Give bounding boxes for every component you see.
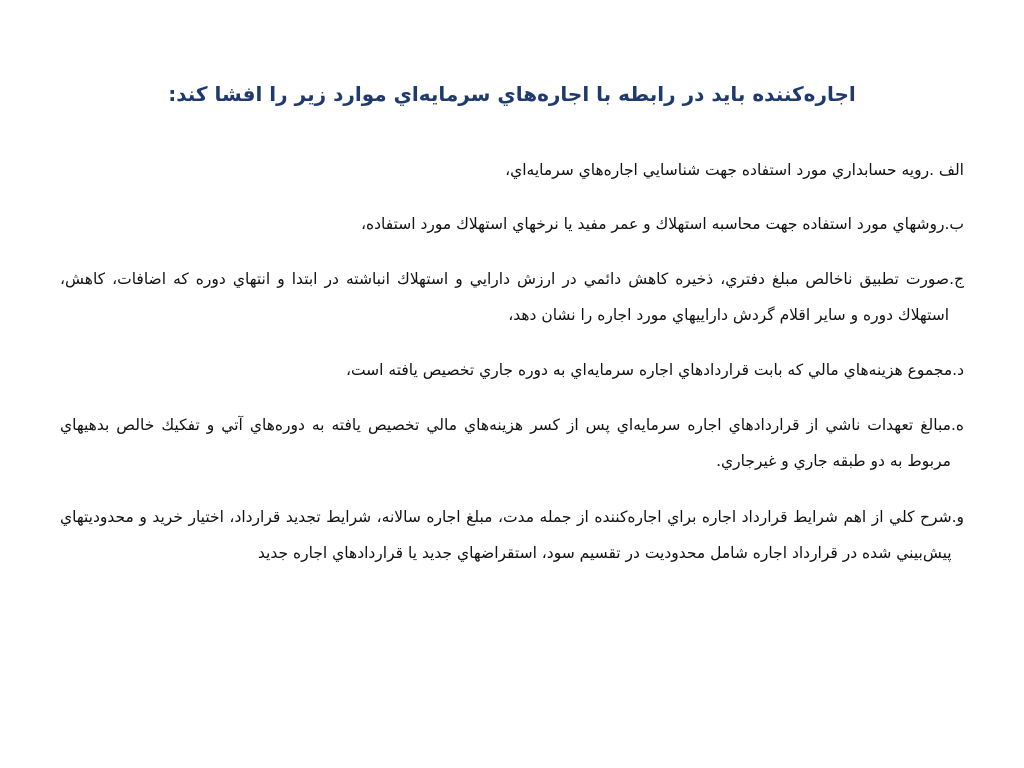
list-item-text: صورت تطبيق ناخالص مبلغ دفتري، ذخيره كاهش دائمي در ارزش دارايي و استهلاك انباشته در ابتدا و انتهاي دوره كه اضافات، كاهش، استهلاك دوره و ساير اقلام گردش داراييهاي مورد اجاره را نشان دهد، [60,270,950,324]
list-item-marker: ب. [944,215,964,233]
list-item [60,153,964,187]
list-item-marker: ه. [950,416,964,434]
list-item-text: رويه حسابداري مورد استفاده جهت شناسايي اجاره‌هاي سرمايه‌اي، [505,161,930,179]
list-item [60,353,964,387]
slide-title: اجاره‌کننده بايد در رابطه با اجاره‌هاي سرمايه‌اي موارد زير را افشا کند: [168,82,856,106]
list-item-text: مجموع هزينه‌هاي مالي كه بابت قراردادهاي اجاره سرمايه‌اي به دوره جاري تخصيص يافته است، [345,361,953,379]
list-item-marker: و. [951,508,964,526]
list-item-text: مبالغ تعهدات ناشي از قراردادهاي اجاره سرمايه‌اي پس از كسر هزينه‌هاي مالي تخصيص يافته به دوره‌هاي آتي و تفكيك خالص بدهيهاي مربوط به دو طبقه جاري و غيرجاري. [60,416,951,470]
list-item-marker: د. [952,361,964,379]
list-item [60,207,964,241]
list-item [60,261,964,333]
list-item-text: روشهاي مورد استفاده جهت محاسبه استهلاك و عمر مفيد يا نرخهاي استهلاك مورد استفاده، [361,215,945,233]
list-item-marker: الف . [929,161,964,179]
list-item [60,499,964,571]
list-item-marker: ج. [949,270,964,288]
list-item [60,407,964,479]
list-item-text: شرح كلي از اهم شرايط قرارداد اجاره براي اجاره‌كننده از جمله مدت، مبلغ اجاره سالانه، شرايط تجديد قرارداد، اختيار خريد و محدوديتهاي پيش‌بيني شده در قرارداد اجاره شامل محدوديت در تقسيم سود، استقراضهاي جديد يا قراردادهاي اجاره جديد [60,508,952,562]
disclosure-list [60,153,964,591]
